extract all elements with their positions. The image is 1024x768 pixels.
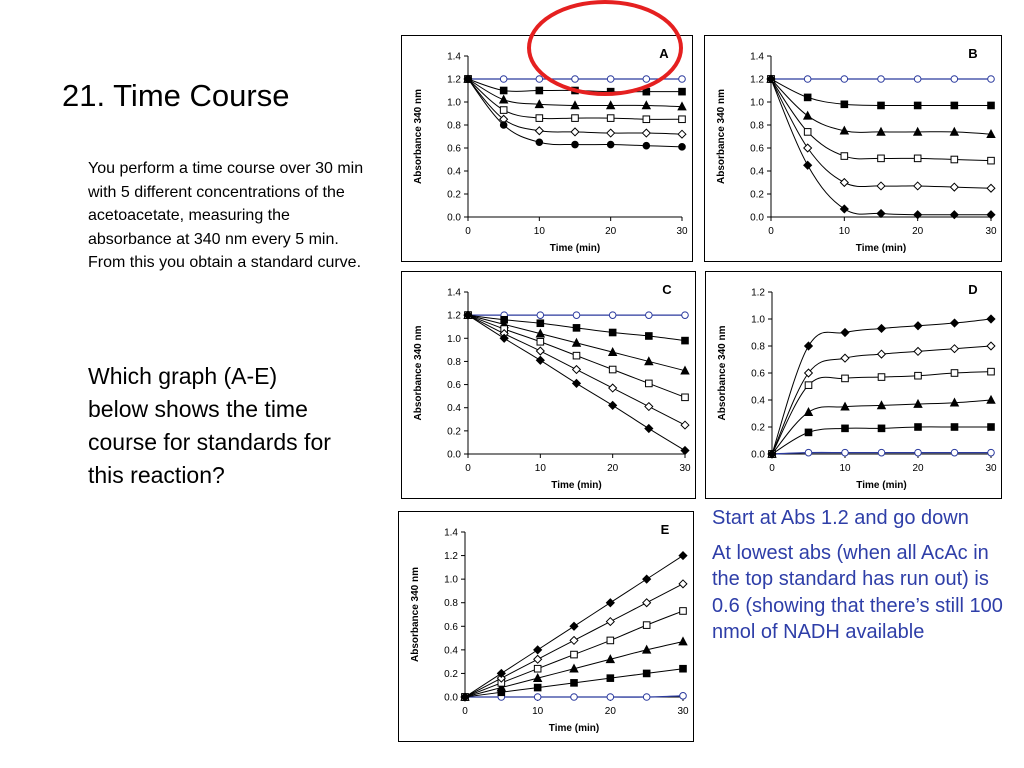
y-tick-label: 0.8 (751, 341, 765, 353)
data-point (607, 129, 615, 137)
x-tick-label: 0 (768, 226, 774, 237)
data-point (609, 312, 616, 319)
series-open-circle (465, 76, 686, 83)
data-point (534, 684, 541, 691)
y-tick-label: 0.4 (444, 645, 458, 657)
data-point (841, 101, 848, 108)
data-point (951, 102, 958, 109)
y-axis-title: Absorbance 340 nm (716, 88, 727, 185)
chart-panel-a (401, 35, 693, 262)
data-point (645, 403, 653, 411)
data-point (609, 329, 616, 336)
data-point (840, 205, 848, 213)
data-point (573, 312, 580, 319)
x-tick-label: 30 (679, 463, 691, 474)
y-tick-label: 1.4 (444, 527, 458, 539)
x-tick-label: 0 (465, 226, 471, 237)
x-axis-title: Time (min) (549, 243, 601, 254)
panel-label: A (659, 46, 669, 61)
series-open-circle (769, 449, 995, 457)
y-tick-label: 1.2 (444, 551, 458, 563)
data-point (642, 129, 650, 137)
y-tick-label: 0.0 (750, 212, 764, 224)
data-point (500, 96, 508, 103)
data-point (606, 618, 614, 626)
note-2: At lowest abs (when all AcAc in the top standard has run out) is 0.6 (showing that there’s still 100 nmol of NADH available (712, 541, 1003, 643)
note-1: Start at Abs 1.2 and go down (712, 507, 969, 529)
x-tick-label: 0 (465, 463, 471, 474)
y-tick-label: 0.6 (447, 380, 461, 392)
data-point (643, 694, 650, 701)
data-point (609, 366, 616, 373)
data-point (878, 425, 885, 432)
data-point (951, 370, 958, 377)
series-line (771, 79, 991, 106)
y-tick-label: 1.0 (444, 574, 458, 586)
data-point (878, 374, 885, 381)
x-axis-title: Time (min) (551, 480, 602, 491)
data-point (571, 651, 578, 658)
data-point (572, 87, 579, 94)
slide-question: Which graph (A-E) below shows the time course for standards for this reaction? (88, 363, 331, 488)
data-point (536, 115, 543, 122)
y-axis-title: Absorbance 340 nm (413, 325, 424, 421)
x-tick-label: 30 (676, 226, 688, 237)
data-point (804, 94, 811, 101)
data-point (914, 322, 922, 330)
data-point (500, 107, 507, 114)
data-point (842, 449, 849, 456)
x-tick-label: 10 (838, 226, 850, 237)
data-point (878, 102, 885, 109)
data-point (914, 76, 921, 83)
y-axis-title: Absorbance 340 nm (413, 88, 424, 185)
data-point (878, 449, 885, 456)
data-point (987, 342, 995, 350)
data-point (573, 352, 580, 359)
data-point (804, 112, 812, 119)
data-point (607, 76, 614, 83)
data-point (573, 380, 581, 388)
data-point (465, 76, 472, 83)
data-point (643, 76, 650, 83)
data-point (841, 76, 848, 83)
data-point (841, 329, 849, 337)
data-point (679, 116, 686, 123)
data-point (643, 88, 650, 95)
data-point (988, 368, 995, 375)
data-point (680, 693, 687, 700)
series-filled-triangle (461, 638, 687, 701)
y-tick-label: 1.2 (751, 287, 765, 299)
panel-label: D (968, 282, 978, 297)
data-point (500, 87, 507, 94)
data-point (915, 372, 922, 379)
data-point (681, 421, 689, 429)
chart-panel-d (705, 271, 1002, 499)
slide-title: 21. Time Course (62, 78, 290, 113)
data-point (805, 408, 813, 415)
data-point (536, 76, 543, 83)
data-point (537, 338, 544, 345)
data-point (679, 580, 687, 588)
y-tick-label: 1.0 (447, 97, 461, 109)
y-tick-label: 0.0 (447, 212, 461, 224)
data-point (842, 425, 849, 432)
data-point (534, 665, 541, 672)
data-point (988, 424, 995, 431)
series-filled-diamond (767, 75, 995, 219)
data-point (915, 424, 922, 431)
y-tick-label: 1.0 (447, 333, 461, 345)
data-point (534, 655, 542, 663)
data-point (536, 139, 543, 146)
x-tick-label: 20 (604, 706, 616, 717)
y-tick-label: 0.8 (444, 598, 458, 610)
y-tick-label: 0.6 (750, 143, 764, 155)
data-point (678, 130, 686, 138)
data-point (537, 320, 544, 327)
series-filled-diamond (461, 552, 687, 701)
data-point (573, 366, 581, 374)
x-tick-label: 30 (677, 706, 689, 717)
chart-svg-b (705, 36, 1001, 261)
data-point (572, 115, 579, 122)
data-point (537, 312, 544, 319)
x-axis-title: Time (min) (856, 480, 907, 491)
data-point (643, 622, 650, 629)
series-open-square (768, 76, 995, 164)
data-point (607, 115, 614, 122)
x-axis-title: Time (min) (855, 243, 907, 254)
data-point (573, 325, 580, 332)
y-tick-label: 0.4 (750, 166, 764, 178)
x-tick-label: 10 (839, 463, 851, 474)
data-point (914, 348, 922, 356)
x-tick-label: 30 (985, 463, 997, 474)
data-point (571, 128, 579, 136)
panel-label: B (968, 46, 978, 61)
data-point (681, 447, 689, 455)
data-point (805, 382, 812, 389)
data-point (951, 424, 958, 431)
data-point (571, 680, 578, 687)
y-tick-label: 1.4 (750, 51, 764, 63)
y-tick-label: 0.8 (447, 356, 461, 368)
data-point (570, 622, 578, 630)
x-tick-label: 30 (985, 226, 997, 237)
x-tick-label: 10 (532, 706, 544, 717)
series-open-circle (462, 693, 687, 701)
data-point (680, 608, 687, 615)
data-point (534, 694, 541, 701)
data-point (607, 675, 614, 682)
data-point (951, 345, 959, 353)
data-point (805, 449, 812, 456)
data-point (643, 599, 651, 607)
x-tick-label: 20 (912, 226, 924, 237)
data-point (988, 102, 995, 109)
y-tick-label: 0.2 (751, 422, 765, 434)
data-point (804, 129, 811, 136)
data-point (607, 637, 614, 644)
x-axis-title: Time (min) (548, 723, 600, 734)
y-tick-label: 0.0 (751, 449, 765, 461)
data-point (951, 156, 958, 163)
series-open-circle (465, 312, 689, 319)
slide-description: You perform a time course over 30 min with 5 different concentrations of the acetoacetate, measuring the absorbance at 340 nm every 5 min. From this you obtain a standard curve. (88, 160, 364, 272)
chart-panel-c (401, 271, 696, 499)
data-point (914, 182, 922, 190)
data-point (500, 76, 507, 83)
y-tick-label: 0.6 (751, 368, 765, 380)
data-point (915, 449, 922, 456)
data-point (646, 380, 653, 387)
chart-svg-d (706, 272, 1001, 498)
y-tick-label: 1.4 (447, 287, 461, 299)
series-line (772, 346, 991, 454)
x-tick-label: 0 (462, 706, 468, 717)
y-tick-label: 1.4 (447, 51, 461, 63)
data-point (609, 402, 617, 410)
panel-label: C (662, 282, 672, 297)
y-tick-label: 0.8 (750, 120, 764, 132)
y-tick-label: 0.2 (444, 668, 458, 680)
data-point (679, 88, 686, 95)
x-tick-label: 20 (912, 463, 924, 474)
data-point (646, 312, 653, 319)
data-point (606, 599, 614, 607)
data-point (679, 76, 686, 83)
y-axis-title: Absorbance 340 nm (410, 566, 421, 663)
y-tick-label: 1.2 (750, 74, 764, 86)
series-filled-diamond (464, 311, 689, 454)
y-tick-label: 0.6 (444, 621, 458, 633)
data-point (679, 552, 687, 560)
data-point (536, 87, 543, 94)
data-point (682, 337, 689, 344)
y-tick-label: 0.0 (447, 449, 461, 461)
data-point (607, 694, 614, 701)
y-tick-label: 0.2 (750, 189, 764, 201)
y-tick-label: 1.0 (750, 97, 764, 109)
data-point (643, 575, 651, 583)
chart-svg-e (399, 512, 693, 741)
chart-svg-a (402, 36, 692, 261)
data-point (572, 76, 579, 83)
data-point (951, 76, 958, 83)
y-tick-label: 1.2 (447, 310, 461, 322)
panel-label: E (660, 522, 670, 537)
y-tick-label: 0.6 (447, 143, 461, 155)
data-point (878, 155, 885, 162)
series-open-circle (768, 76, 995, 83)
data-point (841, 354, 849, 362)
data-point (609, 384, 617, 392)
data-point (804, 161, 812, 169)
data-point (988, 76, 995, 83)
y-tick-label: 0.0 (444, 692, 458, 704)
chart-svg-c (402, 272, 695, 498)
data-point (682, 312, 689, 319)
data-point (878, 350, 886, 358)
data-point (571, 694, 578, 701)
y-tick-label: 0.4 (751, 395, 765, 407)
data-point (951, 449, 958, 456)
y-axis-title: Absorbance 340 nm (717, 325, 728, 421)
data-point (987, 184, 995, 192)
data-point (988, 449, 995, 456)
data-point (570, 637, 578, 645)
data-point (500, 122, 507, 129)
chart-panel-b (704, 35, 1002, 262)
data-point (805, 429, 812, 436)
data-point (645, 425, 653, 433)
data-point (878, 325, 886, 333)
chart-panel-e (398, 511, 694, 742)
data-point (841, 153, 848, 160)
data-point (534, 646, 542, 654)
data-point (987, 315, 995, 323)
y-tick-label: 0.4 (447, 403, 461, 415)
data-point (840, 179, 848, 187)
data-point (572, 141, 579, 148)
data-point (682, 394, 689, 401)
data-point (950, 183, 958, 191)
data-point (804, 76, 811, 83)
data-point (679, 144, 686, 151)
x-tick-label: 20 (605, 226, 617, 237)
data-point (914, 102, 921, 109)
data-point (988, 157, 995, 164)
data-point (679, 638, 687, 645)
data-point (643, 116, 650, 123)
x-tick-label: 10 (533, 226, 545, 237)
data-point (878, 76, 885, 83)
y-tick-label: 0.4 (447, 166, 461, 178)
series-filled-diamond (768, 315, 995, 458)
data-point (804, 144, 812, 152)
x-tick-label: 0 (769, 463, 775, 474)
data-point (607, 88, 614, 95)
x-tick-label: 10 (534, 463, 546, 474)
data-point (536, 356, 544, 364)
y-tick-label: 0.8 (447, 120, 461, 132)
data-point (607, 141, 614, 148)
data-point (877, 210, 885, 218)
data-point (842, 375, 849, 382)
series-filled-triangle (464, 311, 689, 374)
data-point (646, 333, 653, 340)
answer-notes (712, 505, 1012, 654)
data-point (987, 396, 995, 403)
y-tick-label: 1.2 (447, 74, 461, 86)
data-point (535, 127, 543, 135)
data-point (877, 182, 885, 190)
x-tick-label: 20 (607, 463, 619, 474)
y-tick-label: 0.2 (447, 426, 461, 438)
data-point (805, 342, 813, 350)
data-point (680, 665, 687, 672)
data-point (643, 670, 650, 677)
y-tick-label: 1.0 (751, 314, 765, 326)
data-point (536, 347, 544, 355)
data-point (914, 155, 921, 162)
data-point (951, 319, 959, 327)
data-point (643, 142, 650, 149)
data-point (497, 670, 505, 678)
y-tick-label: 0.2 (447, 189, 461, 201)
